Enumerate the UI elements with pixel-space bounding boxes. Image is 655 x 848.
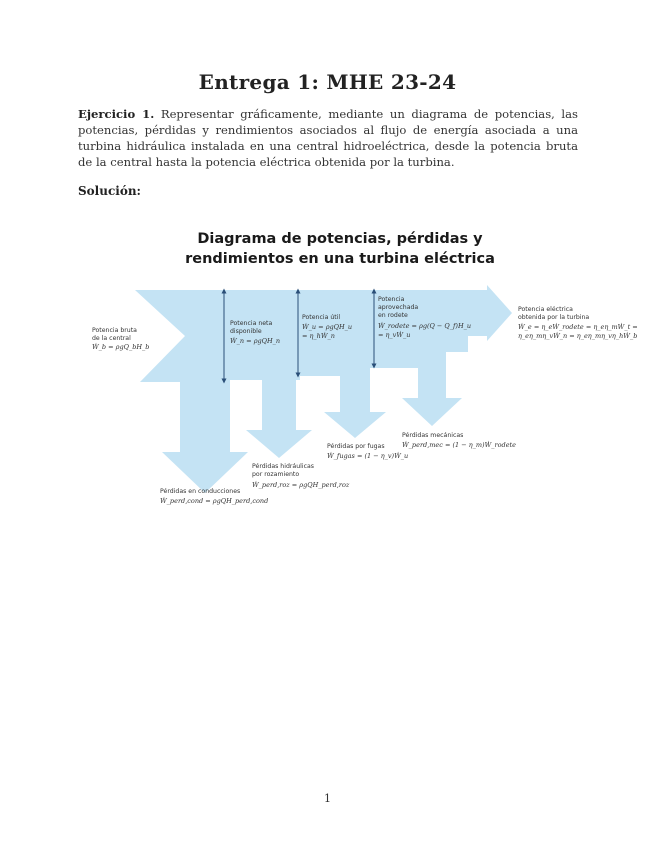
potencia-electrica-formula-2: η_eη_mη_vẆ_n = η_eη_mη_vη_hẆ_b <box>518 332 638 340</box>
perdidas-hidraulicas-label-1: Pérdidas hidráulicas <box>252 463 314 470</box>
potencia-bruta-label-2: de la central <box>92 335 131 342</box>
potencia-rodete-label-1: Potencia <box>378 296 405 303</box>
perdidas-mecanicas-formula: Ẇ_perd,mec = (1 − η_m)Ẇ_rodete <box>402 441 517 449</box>
potencia-rodete-label-3: en rodete <box>378 312 408 319</box>
perdidas-conducciones-label: Pérdidas en conducciones <box>160 488 241 495</box>
diagram-title-line2: rendimientos en una turbina eléctrica <box>185 251 495 267</box>
potencia-electrica-formula-1: Ẇ_e = η_eẆ_rodete = η_eη_mẆ_t = <box>518 323 638 331</box>
loss-arrow-rozamiento <box>246 372 312 458</box>
potencia-neta-formula: Ẇ_n = ρgQH_n <box>230 337 281 345</box>
perdidas-fugas-label: Pérdidas por fugas <box>327 443 385 450</box>
page-number: 1 <box>324 792 331 805</box>
exercise-label: Ejercicio 1. <box>78 107 155 121</box>
diagram-title-line1: Diagrama de potencias, pérdidas y <box>197 231 483 247</box>
potencia-util-label: Potencia útil <box>302 314 341 321</box>
potencia-bruta-formula: Ẇ_b = ρgQ_bH_b <box>92 343 150 351</box>
potencia-util-formula-2: = η_hẆ_n <box>302 332 335 340</box>
potencia-electrica-label-2: obtenida por la turbina <box>518 314 590 321</box>
perdidas-hidraulicas-formula: Ẇ_perd,roz = ρgQH_perd,roz <box>252 481 350 489</box>
perdidas-fugas-formula: Ẇ_fugas = (1 − η_v)Ẇ_u <box>327 452 409 460</box>
potencia-neta-label-1: Potencia neta <box>230 320 273 327</box>
page-title: Entrega 1: MHE 23-24 <box>198 70 457 94</box>
potencia-rodete-label-2: aprovechada <box>378 304 419 311</box>
solution-label: Solución: <box>78 184 141 198</box>
potencia-rodete-formula-1: Ẇ_rodete = ρg(Q − Q_f)H_u <box>378 322 472 330</box>
perdidas-mecanicas-label: Pérdidas mecánicas <box>402 432 464 439</box>
exercise-text: Representar gráficamente, mediante un diagrama de potencias, las potencias, pérdidas y rendimientos asociados al flujo de energía asociada a una turbina hidráulica instalada en una central hidroeléctrica, desde la potencia bruta de la central hasta la potencia eléctrica obtenida por la turbina. <box>78 107 578 169</box>
potencia-rodete-formula-2: = η_vẆ_u <box>378 331 411 339</box>
perdidas-conducciones-formula: Ẇ_perd,cond = ρgQH_perd,cond <box>160 497 269 505</box>
loss-arrow-conducciones <box>162 372 248 493</box>
potencia-electrica-label-1: Potencia eléctrica <box>518 306 573 313</box>
perdidas-hidraulicas-label-2: por rozamiento <box>252 471 300 478</box>
potencia-bruta-label-1: Potencia bruta <box>92 327 137 334</box>
potencia-util-formula-1: Ẇ_u = ρgQH_u <box>302 323 353 331</box>
potencia-neta-label-2: disponible <box>230 328 262 335</box>
